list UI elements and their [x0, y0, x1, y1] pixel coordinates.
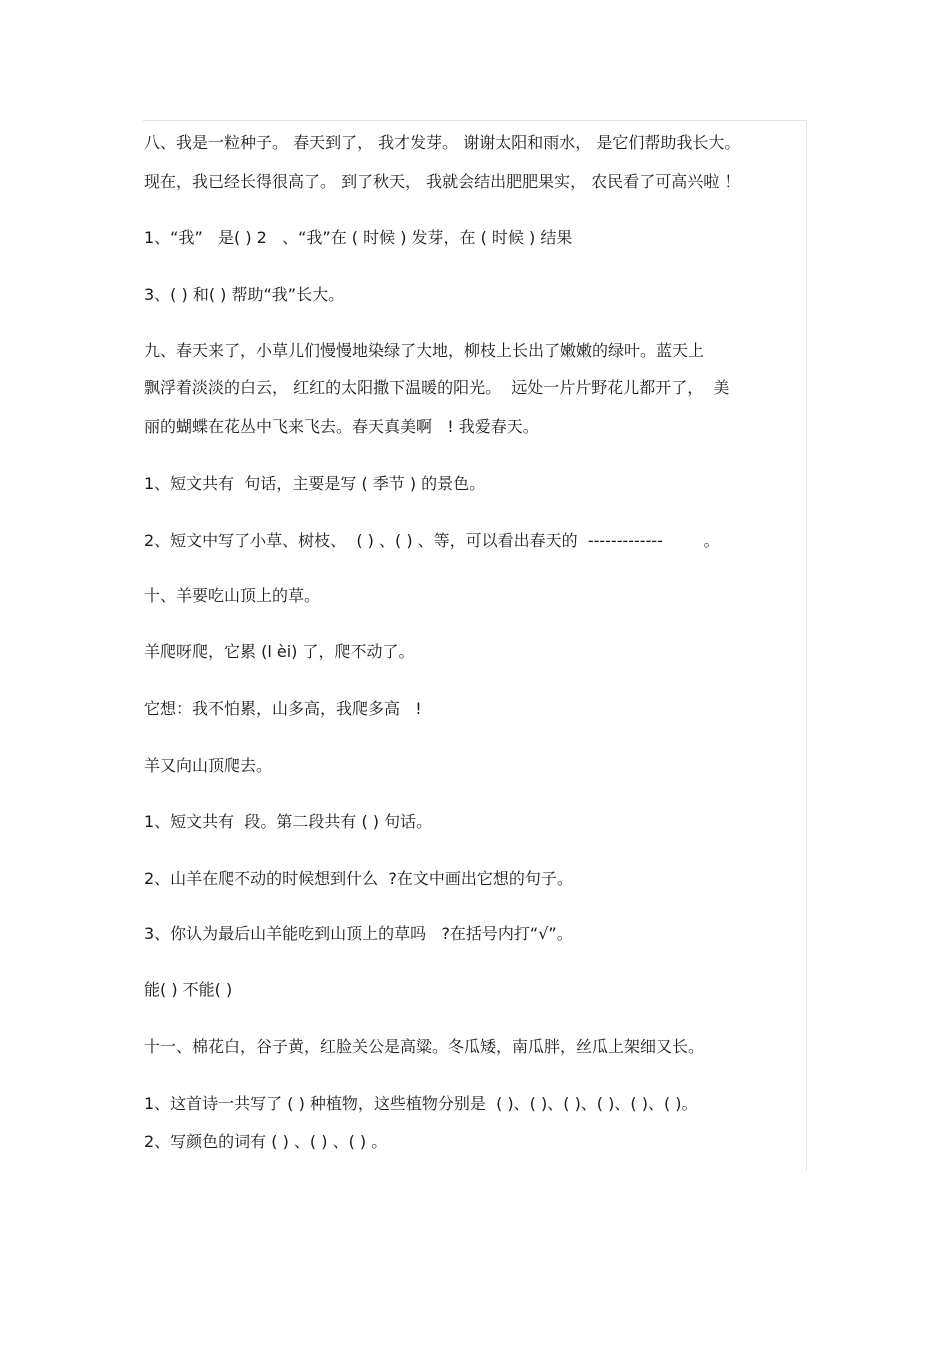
section-11-question-2: 2、写颜色的词有 ( ) 、( ) 、( ) 。: [144, 1132, 388, 1151]
section-8-text-line-2: 现在，我已经长得很高了。 到了秋天， 我就会结出肥肥果实， 农民看了可高兴啦 ！: [144, 172, 741, 191]
section-9-text-line-1: 九、春天来了，小草儿们慢慢地染绿了大地，柳枝上长出了嫩嫩的绿叶。蓝天上: [144, 341, 705, 360]
section-10-text-line-3: 它想：我不怕累，山多高，我爬多高 !: [144, 699, 422, 718]
section-10-question-3: 3、你认为最后山羊能吃到山顶上的草吗 ?在括号内打“√”。: [144, 924, 573, 943]
section-10-text-line-4: 羊又向山顶爬去。: [144, 756, 273, 775]
section-10-question-2: 2、山羊在爬不动的时候想到什么 ?在文中画出它想的句子。: [144, 869, 573, 888]
section-10-text-line-2: 羊爬呀爬，它累 (l èi) 了，爬不动了。: [144, 642, 415, 661]
section-9-question-1: 1、短文共有 句话，主要是写 ( 季节 ) 的景色。: [144, 474, 486, 493]
section-9-text-line-3: 丽的蝴蝶在花丛中飞来飞去。春天真美啊 ! 我爱春天。: [144, 417, 539, 436]
section-8-question-3: 3、( ) 和( ) 帮助“我”长大。: [144, 285, 345, 304]
section-8-question-1: 1、“我” 是( ) 2 、“我”在 ( 时候 ) 发芽，在 ( 时候 ) 结果: [144, 228, 573, 247]
section-10-title: 十、羊要吃山顶上的草。: [144, 586, 321, 605]
section-8-text-line-1: 八、我是一粒种子。 春天到了， 我才发芽。 谢谢太阳和雨水， 是它们帮助我长大。: [144, 133, 741, 152]
section-9-text-line-2: 飘浮着淡淡的白云， 红红的太阳撒下温暖的阳光。 远处一片片野花儿都开了， 美: [144, 378, 730, 397]
section-11-question-1: 1、这首诗一共写了 ( ) 种植物，这些植物分别是 ( )、( )、( )、( )、( )、( )。: [144, 1094, 698, 1113]
section-10-answer-options: 能( ) 不能( ): [144, 980, 233, 999]
section-11-text-line-1: 十一、棉花白，谷子黄，红脸关公是高粱。冬瓜矮，南瓜胖，丝瓜上架细又长。: [144, 1037, 705, 1056]
section-9-question-2: 2、短文中写了小草、树枝、 ( ) 、( ) 、等，可以看出春天的 ------------- 。: [144, 531, 720, 550]
section-10-question-1: 1、短文共有 段。第二段共有 ( ) 句话。: [144, 812, 433, 831]
